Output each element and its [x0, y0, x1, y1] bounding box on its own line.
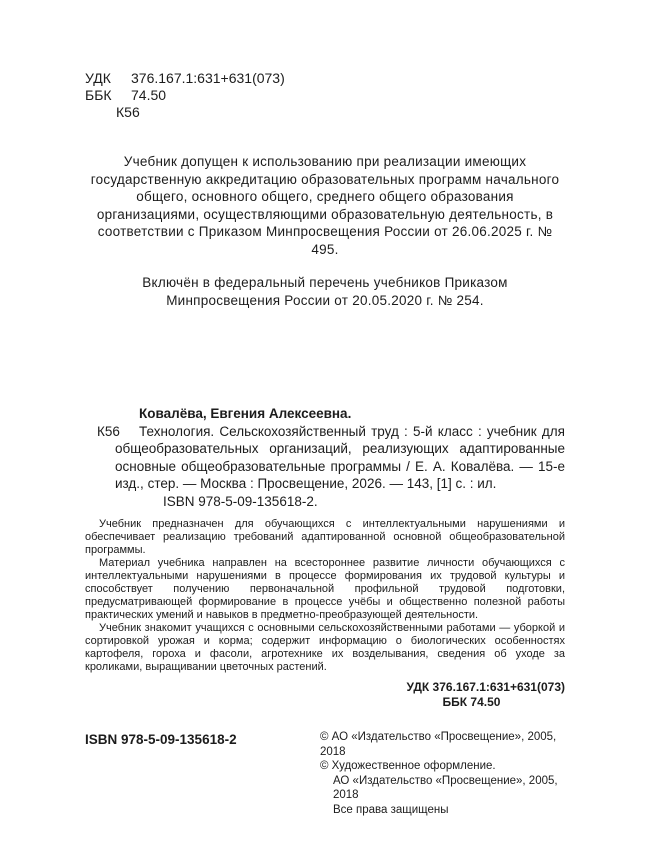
bbk-label: ББК: [85, 87, 112, 103]
approval-paragraph: Учебник допущен к использованию при реализации имеющих государственную аккредитацию образовательных программ начального общего, основного общего, среднего общего образования организациями, осуществляющими образовательную деятельность, в соответствии с Приказом Минпросвещения России от 26.06.2025 г. № 495.: [90, 154, 560, 257]
udk-code-bottom: УДК 376.167.1:631+631(073): [406, 680, 565, 694]
book-catalog-index: К56: [116, 104, 140, 120]
annotation-paragraph-2: Материал учебника направлен на всестороннее развитие личности обучающихся с интеллектуальными нарушениями в процессе формирования их трудовой культуры и способствует получению первоначальной профильной трудовой подготовки, предусматривающей формирование в процессе учёбы и общественно полезной работы практических умений и навыков в предметно-преобразующей деятельности.: [85, 557, 565, 621]
copyright-line-2: © Художественное оформление.: [320, 760, 496, 772]
bibliographic-description: Технология. Сельскохозяйственный труд : 5-й класс : учебник для общеобразовательных организаций, реализующих адаптированные основные общеобразовательные программы / Е. А. Ковалёва. — 15-е изд., стер. — Москва : Просвещение, 2026. — 143, [1] с. : ил.: [115, 423, 565, 491]
top-classification-codes: [85, 70, 565, 121]
bbk-code: [85, 87, 565, 104]
annotation-paragraph-3: Учебник знакомит учащихся с основными сельскохозяйственными работами — уборкой и сортировкой урожая и корма; содержит информацию о биологических особенностях картофеля, гороха и фасоли, агротехнике их возделывания, сведения об уходе за кроликами, выращивании цветочных растений.: [85, 622, 565, 673]
udk-value: 376.167.1:631+631(073): [131, 70, 285, 86]
bottom-codes-inner: [406, 680, 565, 710]
copyright-block: [320, 730, 565, 817]
bibliographic-entry: [97, 423, 565, 493]
bbk-code-bottom: ББК 74.50: [442, 695, 501, 709]
copyright-line-1: © АО «Издательство «Просвещение», 2005, 2018: [320, 731, 557, 758]
bottom-classification-codes: [85, 680, 565, 710]
annotation-paragraph-1: Учебник предназначен для обучающихся с интеллектуальными нарушениями и обеспечивает реализацию требований адаптированной основной общеобразовательной программы.: [85, 518, 565, 556]
isbn-footer: ISBN 978-5-09-135618-2: [85, 732, 237, 747]
udk-code: [85, 70, 565, 87]
approval-block: [85, 153, 565, 309]
copyright-line-3: АО «Издательство «Просвещение», 2005, 2018: [333, 774, 558, 801]
bibliographic-block: [85, 405, 565, 510]
annotation-block: [85, 518, 565, 674]
bbk-value: 74.50: [131, 87, 167, 103]
copyright-line-4: Все права защищены: [333, 803, 449, 816]
inclusion-paragraph: Включён в федеральный перечень учебников Приказом Минпросвещения России от 20.05.2020 г. № 254.: [142, 275, 508, 308]
isbn-note: ISBN 978-5-09-135618-2.: [163, 493, 318, 509]
udk-label: УДК: [85, 70, 111, 86]
footer-block: [85, 730, 565, 817]
author-name: Ковалёва, Евгения Алексеевна.: [139, 406, 352, 421]
catalog-index: К56: [97, 423, 120, 439]
